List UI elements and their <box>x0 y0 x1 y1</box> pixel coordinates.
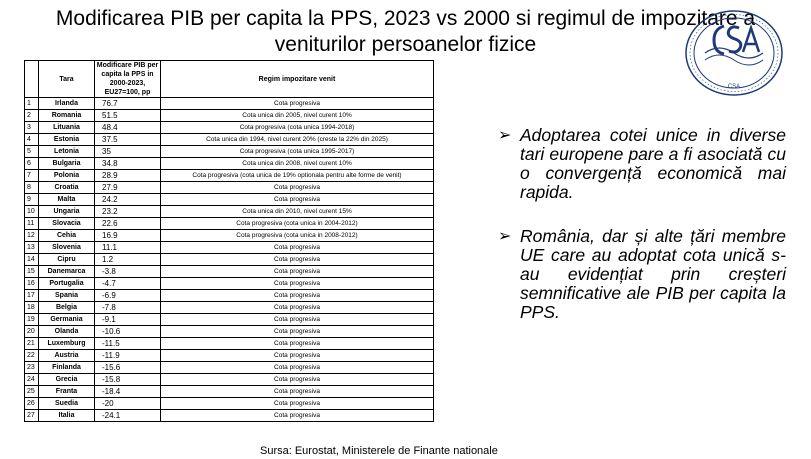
table-row <box>25 278 434 290</box>
country-cell: Belgia <box>39 302 95 314</box>
gdp-change-cell: 76.7 <box>95 98 161 110</box>
tax-regime-cell: Cota progresiva <box>161 338 434 350</box>
table-row <box>25 194 434 206</box>
header-index <box>25 61 39 98</box>
country-cell: Italia <box>39 410 95 422</box>
gdp-change-cell: -24.1 <box>95 410 161 422</box>
tax-regime-cell: Cota progresiva <box>161 98 434 110</box>
gdp-change-cell: 11.1 <box>95 242 161 254</box>
country-cell: Lituania <box>39 122 95 134</box>
country-cell: Bulgaria <box>39 158 95 170</box>
tax-regime-cell: Cota progresiva <box>161 182 434 194</box>
gdp-change-cell: 35 <box>95 146 161 158</box>
tax-regime-cell: Cota progresiva (cota unica 1994-2018) <box>161 122 434 134</box>
row-index: 13 <box>25 242 39 254</box>
table-row <box>25 182 434 194</box>
bullet-list <box>498 126 786 347</box>
country-cell: Malta <box>39 194 95 206</box>
header-country: Tara <box>39 61 95 98</box>
gdp-change-cell: -20 <box>95 398 161 410</box>
row-index: 12 <box>25 230 39 242</box>
country-cell: Franta <box>39 386 95 398</box>
gdp-change-cell: 22.6 <box>95 218 161 230</box>
table-body <box>25 98 434 422</box>
table-row <box>25 230 434 242</box>
header-tax-regime: Regim impozitare venit <box>161 61 434 98</box>
row-index: 19 <box>25 314 39 326</box>
tax-regime-cell: Cota progresiva <box>161 266 434 278</box>
table-row <box>25 98 434 110</box>
table-row <box>25 374 434 386</box>
gdp-change-cell: -11.9 <box>95 350 161 362</box>
gdp-change-cell: 48.4 <box>95 122 161 134</box>
gdp-change-cell: -11.5 <box>95 338 161 350</box>
row-index: 15 <box>25 266 39 278</box>
row-index: 10 <box>25 206 39 218</box>
gdp-change-cell: 28.9 <box>95 170 161 182</box>
tax-regime-cell: Cota unica din 2010, nivel curent 15% <box>161 206 434 218</box>
country-cell: Danemarca <box>39 266 95 278</box>
country-cell: Slovacia <box>39 218 95 230</box>
gdp-change-cell: 37.5 <box>95 134 161 146</box>
tax-regime-table <box>24 60 434 422</box>
svg-text:CSA: CSA <box>727 84 741 90</box>
arrow-bullet-icon: ➢ <box>498 127 512 144</box>
tax-regime-cell: Cota progresiva (cota unica in 2004-2012) <box>161 218 434 230</box>
source-note: Sursa: Eurostat, Ministerele de Finante nationale <box>260 445 498 457</box>
country-cell: Austria <box>39 350 95 362</box>
tax-regime-cell: Cota progresiva <box>161 278 434 290</box>
tax-regime-cell: Cota unica din 2005, nivel curent 10% <box>161 110 434 122</box>
title-line-2: veniturilor persoanelor fizice <box>274 33 537 56</box>
table-row <box>25 290 434 302</box>
row-index: 11 <box>25 218 39 230</box>
table-row <box>25 326 434 338</box>
gdp-change-cell: 23.2 <box>95 206 161 218</box>
row-index: 20 <box>25 326 39 338</box>
tax-regime-cell: Cota progresiva <box>161 290 434 302</box>
gdp-change-cell: -3.8 <box>95 266 161 278</box>
table-row <box>25 158 434 170</box>
tax-regime-cell: Cota progresiva <box>161 326 434 338</box>
table-row <box>25 170 434 182</box>
gdp-change-cell: -15.6 <box>95 362 161 374</box>
gdp-change-cell: -18.4 <box>95 386 161 398</box>
row-index: 17 <box>25 290 39 302</box>
row-index: 26 <box>25 398 39 410</box>
row-index: 4 <box>25 134 39 146</box>
gdp-change-cell: -15.8 <box>95 374 161 386</box>
tax-regime-cell: Cota progresiva <box>161 398 434 410</box>
gdp-change-cell: -4.7 <box>95 278 161 290</box>
gdp-change-cell: 51.5 <box>95 110 161 122</box>
table-row <box>25 410 434 422</box>
country-cell: Spania <box>39 290 95 302</box>
table-row <box>25 242 434 254</box>
table-row <box>25 362 434 374</box>
country-cell: Cehia <box>39 230 95 242</box>
tax-regime-cell: Cota progresiva <box>161 350 434 362</box>
row-index: 8 <box>25 182 39 194</box>
gdp-change-cell: -10.6 <box>95 326 161 338</box>
row-index: 27 <box>25 410 39 422</box>
gdp-change-cell: -6.9 <box>95 290 161 302</box>
tax-regime-cell: Cota progresiva <box>161 242 434 254</box>
row-index: 6 <box>25 158 39 170</box>
tax-regime-cell: Cota progresiva <box>161 254 434 266</box>
gdp-change-cell: 34.8 <box>95 158 161 170</box>
gdp-change-cell: -7.8 <box>95 302 161 314</box>
tax-regime-cell: Cota progresiva <box>161 314 434 326</box>
table-row <box>25 134 434 146</box>
table-row <box>25 254 434 266</box>
institution-seal-logo <box>683 8 785 98</box>
country-cell: Romania <box>39 110 95 122</box>
gdp-change-cell: 24.2 <box>95 194 161 206</box>
table-row <box>25 206 434 218</box>
title-line-1: Modificarea PIB per capita la PPS, 2023 vs 2000 si regimul de impozitare a <box>55 7 756 30</box>
table-header-row <box>25 61 434 98</box>
country-cell: Irlanda <box>39 98 95 110</box>
row-index: 3 <box>25 122 39 134</box>
tax-regime-cell: Cota progresiva <box>161 386 434 398</box>
country-cell: Polonia <box>39 170 95 182</box>
country-cell: Suedia <box>39 398 95 410</box>
row-index: 23 <box>25 362 39 374</box>
country-cell: Grecia <box>39 374 95 386</box>
row-index: 22 <box>25 350 39 362</box>
table-row <box>25 266 434 278</box>
row-index: 24 <box>25 374 39 386</box>
bullet-text: România, dar și alte țări membre UE care au adoptat cota unică s-au evidențiat prin creșteri semnificative ale PIB per capita la PPS. <box>520 226 786 322</box>
bullet-text: Adoptarea cotei unice in diverse tari europene pare a fi asociată cu o convergență economică mai rapida. <box>520 125 786 202</box>
row-index: 18 <box>25 302 39 314</box>
country-cell: Germania <box>39 314 95 326</box>
tax-regime-cell: Cota progresiva <box>161 194 434 206</box>
country-cell: Olanda <box>39 326 95 338</box>
row-index: 2 <box>25 110 39 122</box>
table-row <box>25 338 434 350</box>
tax-regime-cell: Cota progresiva (cota unica de 19% optionala pentru alte forme de venit) <box>161 170 434 182</box>
row-index: 7 <box>25 170 39 182</box>
tax-regime-cell: Cota progresiva <box>161 410 434 422</box>
country-cell: Slovenia <box>39 242 95 254</box>
table-row <box>25 110 434 122</box>
table-row <box>25 386 434 398</box>
tax-regime-cell: Cota progresiva <box>161 362 434 374</box>
country-cell: Croatia <box>39 182 95 194</box>
tax-regime-cell: Cota unica din 1994, nivel curent 20% (creste la 22% din 2025) <box>161 134 434 146</box>
tax-regime-cell: Cota progresiva (cota unica in 2008-2012) <box>161 230 434 242</box>
row-index: 1 <box>25 98 39 110</box>
country-cell: Ungaria <box>39 206 95 218</box>
gdp-change-cell: 16.9 <box>95 230 161 242</box>
table-row <box>25 146 434 158</box>
row-index: 25 <box>25 386 39 398</box>
bullet-item <box>498 126 786 202</box>
table-row <box>25 398 434 410</box>
table-row <box>25 314 434 326</box>
country-cell: Estonia <box>39 134 95 146</box>
row-index: 5 <box>25 146 39 158</box>
table-row <box>25 218 434 230</box>
header-gdp-change: Modificare PIB per capita la PPS in 2000-2023, EU27=100, pp <box>95 61 161 98</box>
arrow-bullet-icon: ➢ <box>498 228 512 245</box>
country-cell: Luxemburg <box>39 338 95 350</box>
tax-regime-cell: Cota unica din 2008, nivel curent 10% <box>161 158 434 170</box>
gdp-change-cell: -9.1 <box>95 314 161 326</box>
country-cell: Cipru <box>39 254 95 266</box>
table-row <box>25 122 434 134</box>
tax-regime-cell: Cota progresiva (cota unica 1995-2017) <box>161 146 434 158</box>
gdp-change-cell: 1.2 <box>95 254 161 266</box>
bullet-item <box>498 227 786 322</box>
tax-regime-cell: Cota progresiva <box>161 302 434 314</box>
tax-regime-cell: Cota progresiva <box>161 374 434 386</box>
gdp-change-cell: 27.9 <box>95 182 161 194</box>
row-index: 9 <box>25 194 39 206</box>
country-cell: Finlanda <box>39 362 95 374</box>
table-row <box>25 350 434 362</box>
row-index: 16 <box>25 278 39 290</box>
row-index: 14 <box>25 254 39 266</box>
table-row <box>25 302 434 314</box>
country-cell: Portugalia <box>39 278 95 290</box>
country-cell: Letonia <box>39 146 95 158</box>
row-index: 21 <box>25 338 39 350</box>
